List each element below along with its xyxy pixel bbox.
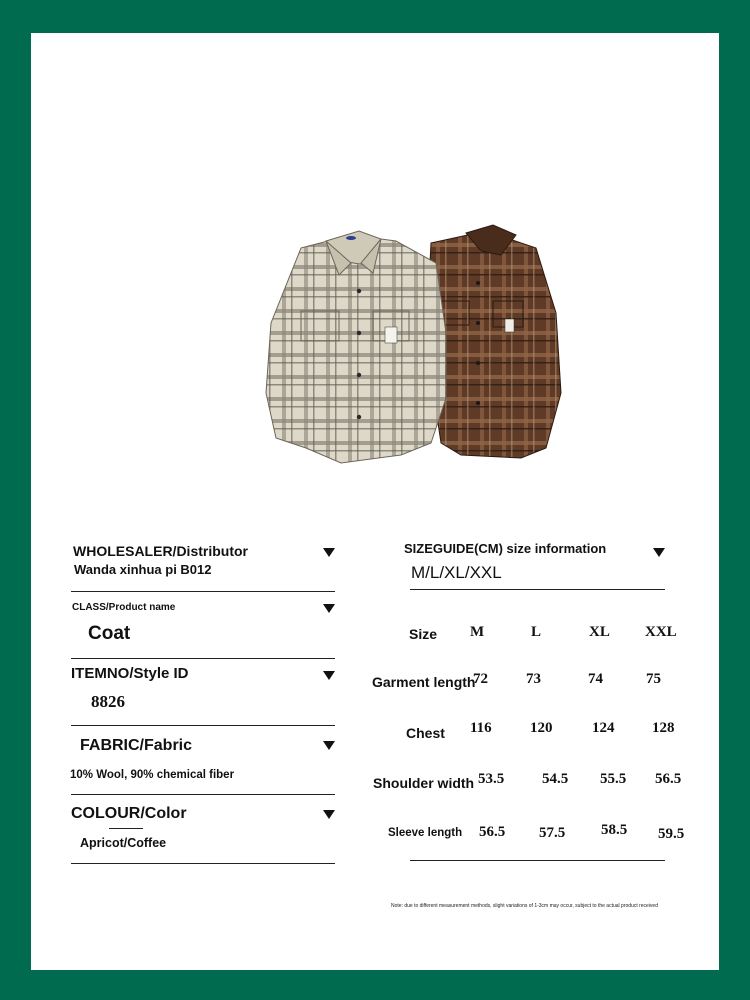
wholesaler-label: WHOLESALER/Distributor <box>73 543 248 559</box>
column-header-xl: XL <box>589 624 610 640</box>
class-label: CLASS/Product name <box>72 602 176 613</box>
row-label-chest: Chest <box>406 725 445 741</box>
apricot-shirt <box>266 231 446 463</box>
cell-value: 74 <box>588 671 603 687</box>
cell-value: 55.5 <box>600 771 627 787</box>
sizes-available: M/L/XL/XXL <box>411 563 502 582</box>
dropdown-triangle-icon <box>323 741 335 750</box>
wholesaler-section <box>71 533 335 592</box>
class-section <box>71 592 335 659</box>
size-header-label: Size <box>409 626 438 642</box>
dropdown-triangle-icon <box>323 671 335 680</box>
item-value: 8826 <box>91 692 125 711</box>
cell-value: 56.5 <box>655 771 682 787</box>
column-header-m: M <box>470 624 485 640</box>
colour-label: COLOUR/Color <box>71 805 187 822</box>
product-info-card <box>31 33 719 970</box>
dropdown-triangle-icon <box>323 548 335 557</box>
column-header-xxl: XXL <box>645 624 677 640</box>
fabric-section <box>71 726 335 795</box>
cell-value: 59.5 <box>658 826 685 842</box>
divider <box>410 589 665 590</box>
column-header-l: L <box>531 624 542 640</box>
item-section <box>71 659 335 726</box>
cell-value: 72 <box>473 671 488 687</box>
cell-value: 57.5 <box>539 825 566 841</box>
cell-value: 58.5 <box>601 822 628 838</box>
divider <box>410 860 665 861</box>
cell-value: 75 <box>646 671 661 687</box>
dropdown-triangle-icon <box>323 604 335 613</box>
class-value: Coat <box>88 623 131 644</box>
dropdown-triangle-icon <box>323 810 335 819</box>
cell-value: 53.5 <box>478 771 505 787</box>
colour-section <box>71 795 335 864</box>
row-label-garment-length: Garment length <box>372 674 476 690</box>
fabric-label: FABRIC/Fabric <box>80 737 193 754</box>
measurement-note: Note: due to different measurement methods, slight variations of 1-3cm may occur, subject to the actual product received <box>391 903 658 909</box>
fabric-value: 10% Wool, 90% chemical fiber <box>70 769 235 781</box>
decorative-underline <box>109 828 143 829</box>
product-details <box>71 533 335 864</box>
product-photo-shirts <box>231 193 591 493</box>
cell-value: 120 <box>530 720 553 736</box>
cell-value: 56.5 <box>479 824 506 840</box>
cell-value: 128 <box>652 720 675 736</box>
wholesaler-value: Wanda xinhua pi B012 <box>74 562 212 577</box>
cell-value: 116 <box>470 720 492 736</box>
item-label: ITEMNO/Style ID <box>71 665 189 682</box>
row-label-shoulder-width: Shoulder width <box>373 775 475 791</box>
dropdown-triangle-icon <box>653 548 665 557</box>
row-label-sleeve-length: Sleeve length <box>388 827 463 839</box>
cell-value: 73 <box>526 671 541 687</box>
size-guide-heading: SIZEGUIDE(CM) size information <box>404 541 607 556</box>
cell-value: 54.5 <box>542 771 569 787</box>
cell-value: 124 <box>592 720 615 736</box>
colour-value: Apricot/Coffee <box>80 836 167 850</box>
